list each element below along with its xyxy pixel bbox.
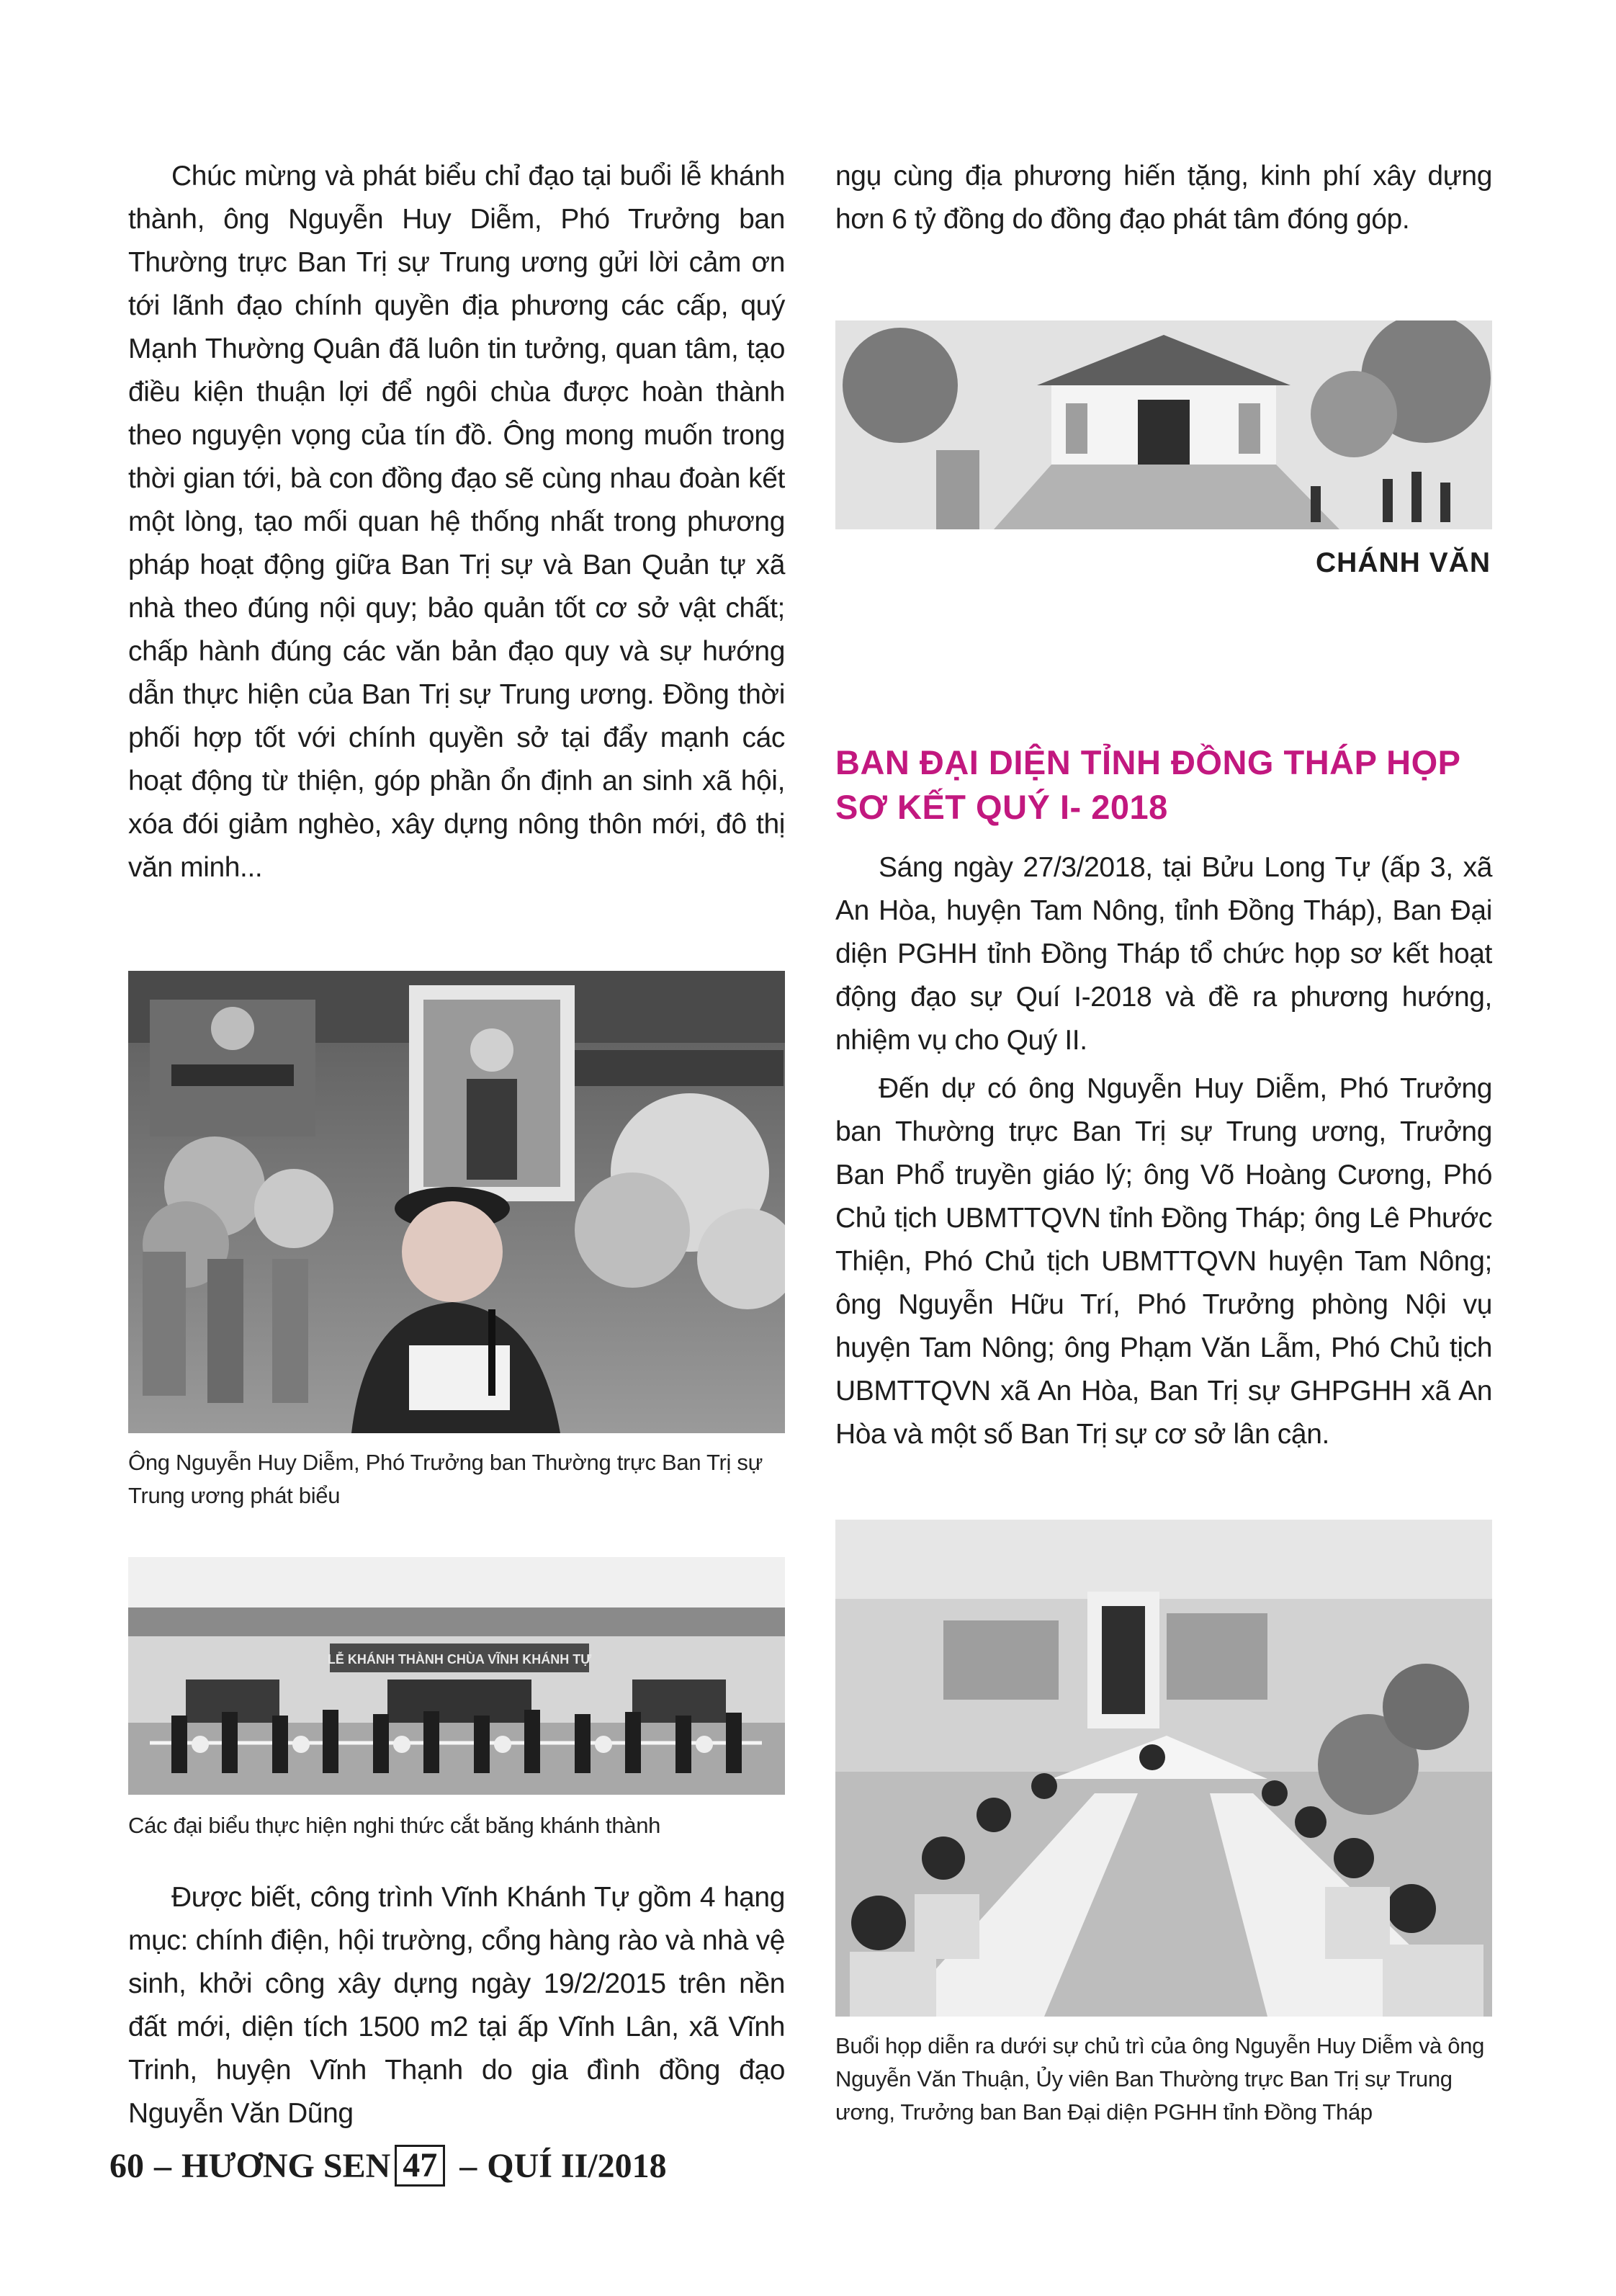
temple-photo-illustration <box>835 320 1492 529</box>
ribbon-cutting-photo-illustration <box>128 1557 785 1795</box>
photo-speaker <box>128 971 785 1433</box>
right-paragraph-2: Đến dự có ông Nguyễn Huy Diễm, Phó Trưởng ban Thường trực Ban Trị sự Trung ương, Trưởng Ban Phổ truyền giáo lý; ông Võ Hoàng Cương, Phó Chủ tịch UBMTTQVN tỉnh Đồng Tháp; ông Lê Phước Thiện, Phó Chủ tịch UBMTTQVN huyện Tam Nông; ông Nguyễn Hữu Trí, Phó Trưởng phòng Nội vụ huyện Tam Nông; ông Phạm Văn Lẫm, Phó Chủ tịch UBMTTQVN xã An Hòa, Ban Trị sự GHPGHH xã An Hòa và một số Ban Trị sự cơ sở lân cận. <box>835 1073 1492 1450</box>
page-footer <box>109 2145 667 2187</box>
footer-dash-1: – <box>154 2146 171 2185</box>
footer-dash-2: – <box>459 2146 477 2185</box>
ribbon-banner-text: LỄ KHÁNH THÀNH CHÙA VĨNH KHÁNH TỰ <box>327 1652 592 1667</box>
photo-ribbon-cutting <box>128 1557 785 1795</box>
meeting-photo-illustration <box>835 1520 1492 2017</box>
magazine-name: HƯƠNG SEN <box>181 2146 391 2185</box>
right-paragraph-1: Sáng ngày 27/3/2018, tại Bửu Long Tự (ấp 3, xã An Hòa, huyện Tam Nông, tỉnh Đồng Tháp), Ban Đại diện PGHH tỉnh Đồng Tháp tổ chức họp sơ kết hoạt động đạo sự Quí I-2018 và đề ra phương hướng, nhiệm vụ cho Quý II. <box>835 852 1492 1056</box>
photo-meeting <box>835 1520 1492 2017</box>
photo-ribbon-caption: Các đại biểu thực hiện nghi thức cắt băng khánh thành <box>128 1813 661 1838</box>
left-paragraph-1: Chúc mừng và phát biểu chỉ đạo tại buổi lễ khánh thành, ông Nguyễn Huy Diễm, Phó Trưởng ban Thường trực Ban Trị sự Trung ương gửi lời cảm ơn tới lãnh đạo chính quyền địa phương các cấp, quý Mạnh Thường Quân đã luôn tin tưởng, quan tâm, tạo điều kiện thuận lợi để ngôi chùa được hoàn thành theo nguyện vọng của tín đồ. Ông mong muốn trong thời gian tới, bà con đồng đạo sẽ cùng nhau đoàn kết một lòng, tạo mối quan hệ thống nhất trong phương pháp hoạt động giữa Ban Trị sự và Ban Quản tự xã nhà theo đúng nội quy; bảo quản tốt cơ sở vật chất; chấp hành đúng các văn bản đạo quy và sự hướng dẫn thực hiện của Ban Trị sự Trung ương. Đồng thời phối hợp tốt với chính quyền sở tại đẩy mạnh các hoạt động từ thiện, góp phần ổn định an sinh xã hội, xóa đói giảm nghèo, xây dựng nông thôn mới, đô thị văn minh... <box>128 161 785 883</box>
photo-speaker-caption: Ông Nguyễn Huy Diễm, Phó Trưởng ban Thường trực Ban Trị sự Trung ương phát biểu <box>128 1450 763 1508</box>
page-number: 60 <box>109 2146 144 2185</box>
left-paragraph-2: Được biết, công trình Vĩnh Khánh Tự gồm 4 hạng mục: chính điện, hội trường, cổng hàng rào và nhà vệ sinh, khởi công xây dựng ngày 19/2/2015 trên nền đất mới, diện tích 1500 m2 tại ấp Vĩnh Lân, xã Vĩnh Trinh, huyện Vĩnh Thạnh do gia đình đồng đạo Nguyễn Văn Dũng <box>128 1882 785 2129</box>
photo-temple <box>835 320 1492 529</box>
photo-meeting-caption: Buổi họp diễn ra dưới sự chủ trì của ông Nguyễn Huy Diễm và ông Nguyễn Văn Thuận, Ủy viên Ban Thường trực Ban Trị sự Trung ương, Trưởng ban Ban Đại diện PGHH tỉnh Đồng Tháp <box>835 2033 1485 2125</box>
article-heading: BAN ĐẠI DIỆN TỈNH ĐỒNG THÁP HỌP SƠ KẾT QUÝ I- 2018 <box>835 743 1460 826</box>
issue-number: 47 <box>395 2145 445 2187</box>
author-signature: CHÁNH VĂN <box>1316 547 1491 578</box>
issue-period: QUÍ II/2018 <box>487 2146 667 2185</box>
speaker-photo-illustration <box>128 971 785 1433</box>
right-continuation-paragraph: ngụ cùng địa phương hiến tặng, kinh phí xây dựng hơn 6 tỷ đồng do đồng đạo phát tâm đóng góp. <box>835 161 1492 235</box>
